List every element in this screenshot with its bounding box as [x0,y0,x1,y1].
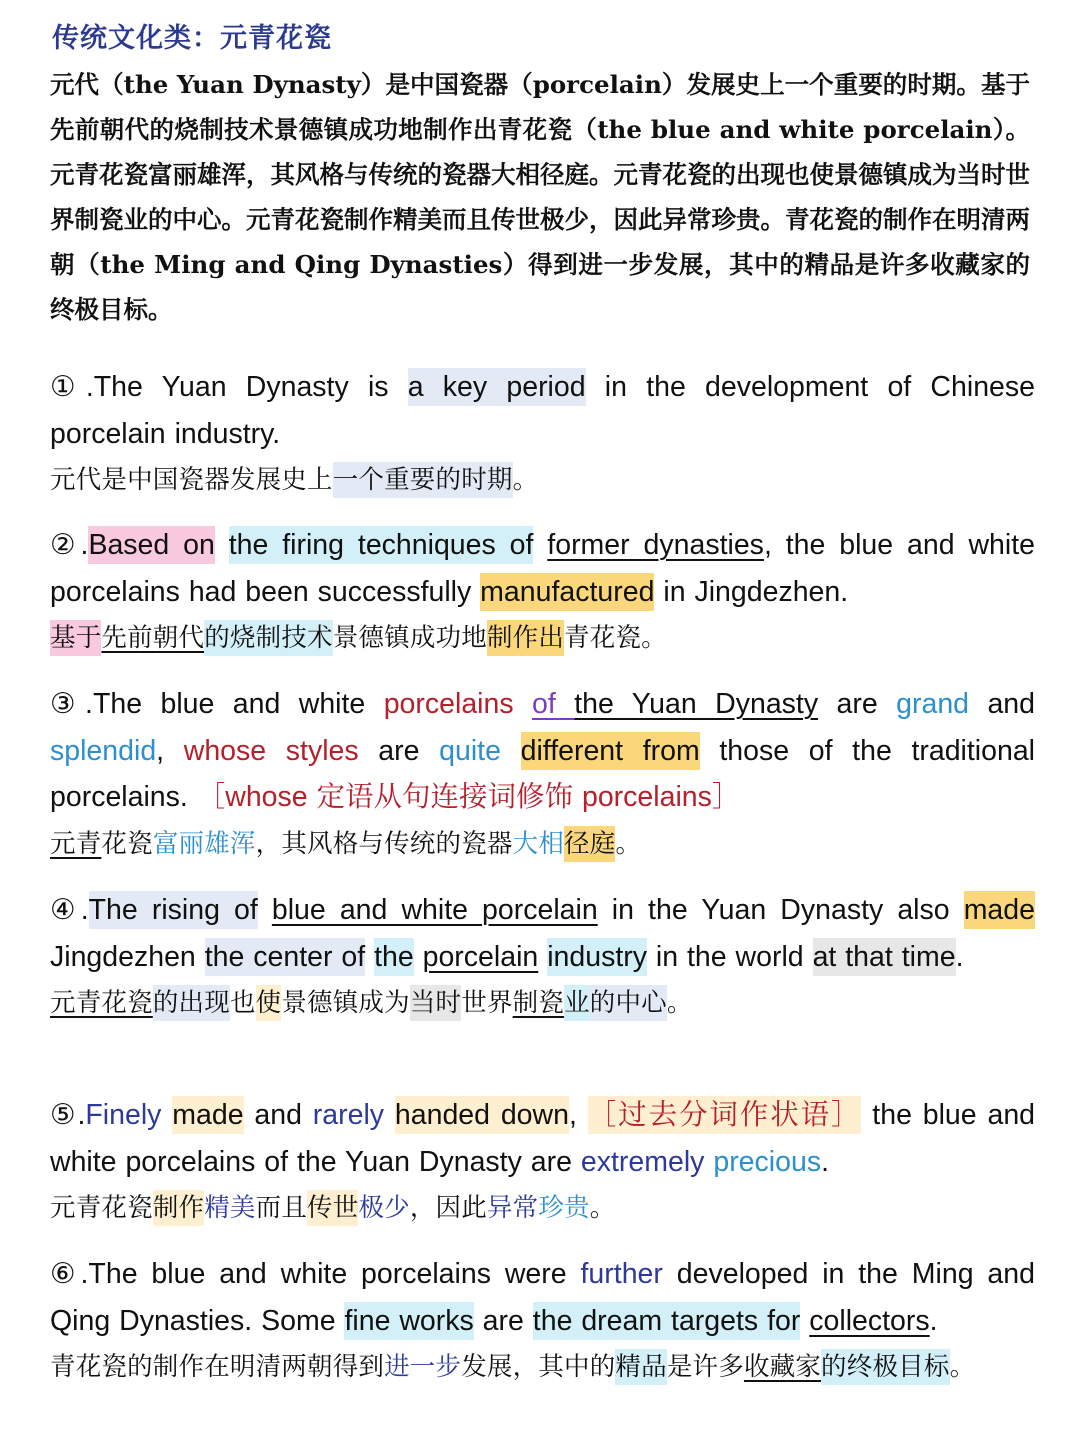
highlighted-phrase: a key period [408,368,586,406]
underlined-phrase: 制瓷 [512,988,565,1018]
colored-phrase: 极少 [358,1193,410,1223]
highlighted-phrase: 径庭 [564,826,615,862]
highlighted-phrase: different from [521,732,700,770]
underlined-phrase: 元青 [50,828,102,859]
highlighted-phrase: fine works [344,1302,473,1340]
colored-phrase: ［whose 定语从句连接词修饰 porcelains］ [196,781,741,813]
text-segment: in the world [646,940,813,973]
highlighted-phrase: 一个重要的时期 [333,462,513,498]
english-sentence [50,526,1035,611]
chinese-translation [50,457,1035,504]
highlighted-phrase: 使 [256,985,282,1021]
colored-phrase: 富丽雄浑 [152,828,256,859]
text-segment: 发展，其中的 [461,1352,616,1382]
highlighted-phrase: 传世 [307,1190,358,1226]
highlighted-phrase: 的出现 [153,985,230,1021]
highlighted-phrase: The rising of [89,891,258,929]
highlighted-phrase: manufactured [480,573,654,611]
text-segment: ，其风格与传统的瓷器 [255,828,513,859]
colored-phrase: splendid [50,734,157,767]
text-segment [161,1096,172,1134]
text-segment [533,526,547,564]
text-segment: ②. [50,529,89,561]
english-sentence [50,685,1035,816]
text-segment: 景德镇成功地 [332,623,487,653]
text-segment: 是许多 [666,1352,744,1382]
text-segment: are [473,1304,533,1337]
text-segment: in Jingdezhen. [654,575,849,608]
text-segment [414,938,423,976]
text-segment: 景德镇成为 [281,988,410,1018]
text-segment: 花瓷 [101,828,153,859]
text-segment: 。 [615,828,642,859]
colored-phrase: 进一步 [384,1352,462,1382]
text-segment: . [929,1304,938,1337]
text-segment: are [358,734,440,767]
highlighted-phrase: 基于 [50,620,101,656]
text-segment: ，因此 [409,1193,487,1223]
highlighted-phrase: Based on [88,526,214,564]
text-segment: Jingdezhen [50,940,205,973]
colored-phrase: whose styles [183,734,359,767]
colored-phrase: Finely [85,1099,162,1131]
chinese-translation [50,980,1035,1027]
chinese-passage: 元代（the Yuan Dynasty）是中国瓷器（porcelain）发展史上一个重要的时期。基于先前朝代的烧制技术景德镇成功地制作出青花瓷（the blue and white porcelain）。元青花瓷富丽雄浑，其风格与传统的瓷器大相径庭。元青花瓷的出现也使景德镇成为当时世界制瓷业的中心。元青花瓷制作精美而且传世极少，因此异常珍贵。青花瓷的制作在明清两朝（the Ming and Qing Dynasties）得到进一步发展，其中的精品是许多收藏家的终极目标。 [50,70,1030,324]
text-segment: , [156,734,184,767]
text-segment [258,891,272,929]
highlighted-phrase: handed down [395,1096,569,1134]
text-segment: those of the traditional porcelains. [50,734,1036,813]
highlighted-phrase: the firing techniques of [229,526,534,564]
colored-phrase: extremely [580,1145,705,1178]
text-segment: 。 [949,1352,976,1382]
text-segment: ③.The blue and white [50,688,384,720]
text-segment: in the development of Chinese porcelain industry. [50,371,1035,450]
highlighted-phrase: the [374,938,414,976]
colored-phrase: porcelains [383,688,514,720]
text-segment: developed in the Ming and Qing Dynasties. Some [50,1258,1035,1337]
text-segment: 。 [512,465,539,495]
colored-phrase: precious [713,1145,822,1178]
highlighted-phrase: 的烧制技术 [204,620,333,656]
colored-phrase: 异常 [486,1193,539,1223]
text-segment [384,1096,395,1134]
chinese-translation [50,1344,1035,1391]
underlined-phrase: collectors [809,1304,930,1337]
underlined-phrase: blue and white porcelain [271,894,598,926]
text-segment [538,938,547,976]
text-segment: and [969,688,1035,720]
text-segment [704,1143,713,1181]
highlighted-phrase: 的终极目标 [821,1349,950,1385]
highlighted-phrase: 业 [564,985,590,1021]
text-segment: 。 [666,988,693,1018]
underlined-phrase: former dynasties [547,529,764,561]
highlighted-phrase: 当时 [410,985,461,1021]
colored-phrase: grand [896,688,970,720]
highlighted-phrase: 制作出 [487,620,564,656]
english-sentence [50,891,1035,976]
colored-phrase: 精美 [204,1193,256,1223]
text-segment: the blue and white porcelains of the Yuan Dynasty are [50,1099,1036,1178]
text-segment: 而且 [255,1193,308,1223]
text-segment: 元青花瓷 [50,1193,153,1223]
text-segment: 青花瓷的制作在明清两朝得到 [50,1352,385,1382]
text-segment: ④. [50,894,89,926]
text-segment [215,526,229,564]
sentence-block-2 [50,522,1035,662]
text-segment: ⑥.The blue and white porcelains were [50,1258,581,1290]
highlighted-phrase: made [964,891,1035,929]
text-segment: are [818,688,897,720]
highlighted-phrase: at that time [813,938,956,976]
sentence-block-6 [50,1251,1035,1391]
highlighted-phrase: industry [547,938,647,976]
text-segment: ①.The Yuan Dynasty is [50,371,408,403]
colored-phrase: further [580,1258,663,1290]
colored-phrase: of [532,688,575,720]
english-sentence [50,1255,1035,1340]
colored-phrase: quite [439,734,501,767]
text-segment: 世界 [461,988,513,1018]
text-segment [501,732,521,770]
english-sentence [50,1096,1035,1181]
highlighted-phrase: the dream targets for [533,1302,801,1340]
text-segment: . [821,1145,829,1178]
underlined-phrase: 元青花瓷 [50,988,153,1018]
underlined-phrase: 先前朝代 [101,623,205,653]
highlighted-phrase: made [172,1096,243,1134]
text-segment: 。 [589,1193,616,1223]
sentence-block-1 [50,364,1035,504]
text-segment [514,685,532,723]
chinese-translation [50,615,1035,662]
chinese-translation [50,821,1035,868]
text-segment: , [568,1099,588,1131]
sentence-block-4 [50,887,1035,1027]
underlined-phrase: porcelain [422,940,539,973]
english-sentence [50,368,1035,453]
colored-phrase: rarely [312,1099,385,1131]
text-segment: 元代是中国瓷器发展史上 [50,465,333,495]
highlighted-phrase: the center of [205,938,365,976]
underlined-phrase: 收藏家 [743,1352,822,1382]
text-segment [365,938,374,976]
text-segment: ⑤. [50,1099,86,1131]
chinese-translation [50,1185,1035,1232]
colored-phrase: 大相 [512,828,565,859]
colored-phrase: 珍贵 [538,1193,590,1223]
sentence-block-5 [50,1092,1035,1232]
text-segment: 也 [229,988,256,1018]
text-segment: , the blue and white porcelains had been successfully [50,529,1035,608]
text-segment: . [955,940,964,973]
text-segment: in the Yuan Dynasty also [597,894,964,926]
text-segment: and [243,1099,313,1131]
highlighted-phrase: 的中心 [590,985,667,1021]
highlighted-phrase: 精品 [615,1349,666,1385]
underlined-phrase: the Yuan Dynasty [574,688,819,720]
highlighted-phrase: ［过去分词作状语］ [588,1096,862,1134]
page-title: 传统文化类：元青花瓷 [52,23,332,54]
text-segment [800,1302,809,1340]
sentence-block-3 [50,681,1035,867]
text-segment: 青花瓷。 [564,623,667,653]
highlighted-phrase: 制作 [153,1190,204,1226]
